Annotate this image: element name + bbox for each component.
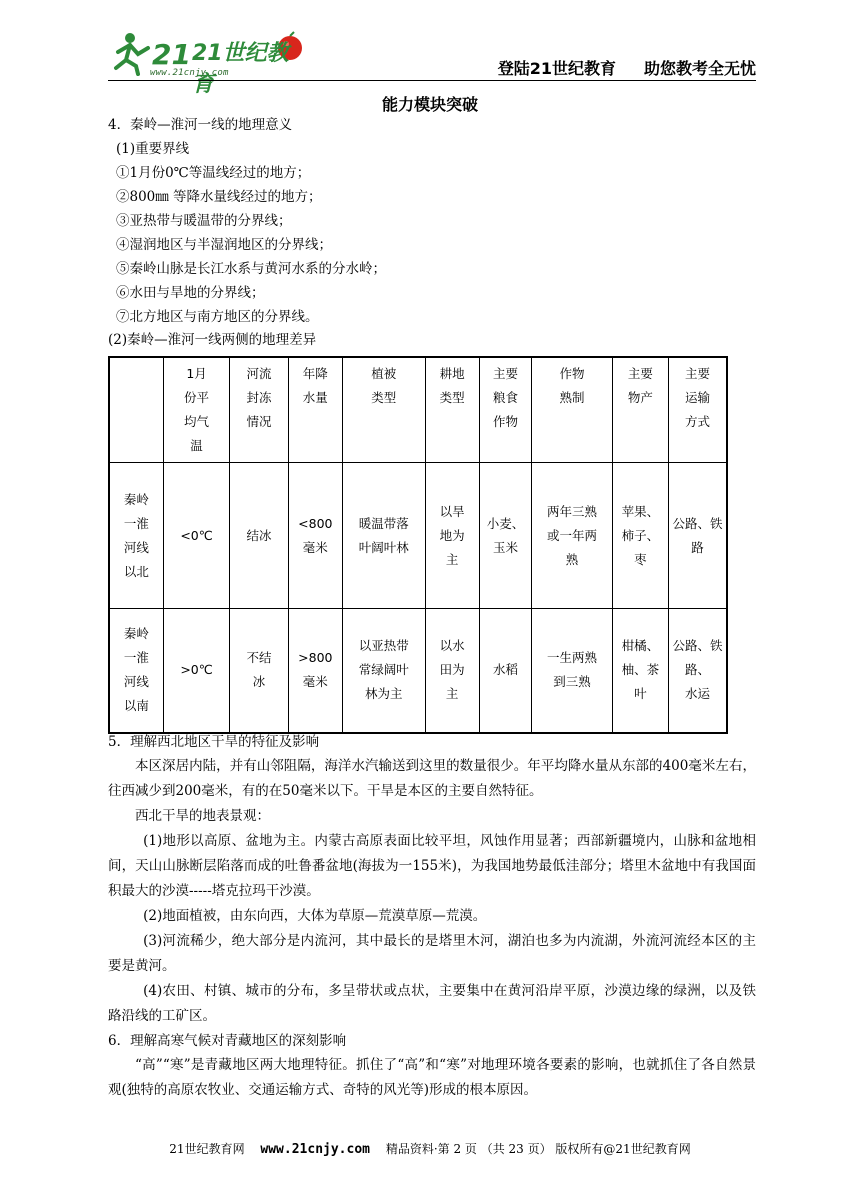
table-cell [532, 609, 613, 733]
table-cell [612, 357, 668, 463]
subheading: (1)重要界线 [116, 141, 190, 157]
table-cell [612, 463, 668, 609]
cell-line: 公路、铁 [672, 515, 723, 531]
table-cell [669, 463, 727, 609]
slogan-left: 登陆21世纪教育 [497, 59, 616, 78]
comparison-table [108, 356, 728, 734]
cell-line: 主 [445, 686, 459, 702]
table-cell [163, 609, 229, 733]
cell-line: 一淮 [123, 515, 149, 531]
cell-line: 叶阔叶林 [358, 539, 409, 555]
table-header-row [109, 357, 727, 463]
page-footer [0, 1140, 860, 1157]
footer-url[interactable]: www.21cnjy.com [260, 1142, 370, 1157]
list-item: ④湿润地区与半湿润地区的分界线； [116, 237, 332, 253]
cell-line: 份平 [184, 390, 210, 405]
cell-line: 路 [691, 539, 704, 555]
cell-line: >0℃ [180, 662, 213, 678]
cell-line: 物产 [627, 390, 653, 405]
cell-line: 毫米 [302, 674, 328, 690]
table-cell [288, 463, 342, 609]
cell-line: 封冻 [246, 390, 272, 405]
cell-line: 地为 [439, 527, 465, 543]
table-cell [288, 357, 342, 463]
cell-line: 一淮 [123, 650, 149, 666]
cell-line: 暖温带落 [358, 515, 409, 531]
cell-line: 水量 [302, 390, 328, 405]
table-cell [230, 463, 288, 609]
cell-line: 叶 [634, 686, 647, 702]
cell-line: 路、 [685, 662, 711, 678]
cell-line: 常绿阔叶 [358, 662, 409, 678]
paragraph: (1)地形以高原、盆地为主。内蒙古高原表面比较平坦，风蚀作用显著；西部新疆境内，山脉和盆地相间，天山山脉断层陷落而成的吐鲁番盆地(海拔为一155米)，为我国地势最低洼部分；塔里木盆地中有我国面积最大的沙漠-----塔克拉玛干沙漠。 [108, 833, 756, 899]
cell-line: 林为主 [364, 686, 403, 702]
cell-line: 以南 [123, 698, 149, 714]
cell-line: 公路、铁 [672, 638, 723, 654]
svg-text:21: 21 [152, 38, 191, 71]
cell-line: 一生两熟 [546, 650, 597, 666]
cell-line: 毫米 [302, 539, 328, 555]
paragraph: (4)农田、村镇、城市的分布，多呈带状或点状，主要集中在黄河沿岸平原，沙漠边缘的绿洲，以及铁路沿线的工矿区。 [108, 983, 756, 1024]
cell-line: 耕地 [439, 366, 465, 381]
footer-site: 21世纪教育网 [169, 1142, 245, 1156]
cell-line: 运输 [685, 390, 711, 405]
section-heading: 5．理解西北地区干旱的特征及影响 [108, 734, 320, 750]
cell-line: 水运 [685, 686, 711, 702]
cell-line: 情况 [246, 414, 272, 429]
slogan-right: 助您教考全无忧 [643, 59, 756, 78]
table-cell [230, 357, 288, 463]
table-cell [425, 463, 479, 609]
list-item: ②800㎜ 等降水量线经过的地方； [116, 189, 322, 205]
cell-line: 以亚热带 [358, 638, 409, 654]
table-cell [163, 357, 229, 463]
table-cell [163, 463, 229, 609]
list-item: ⑥水田与旱地的分界线； [116, 285, 265, 301]
cell-line: 作物 [493, 414, 519, 429]
table-cell [109, 357, 163, 463]
cell-line: 温 [190, 438, 203, 453]
table-cell [669, 357, 727, 463]
cell-line: 小麦、 [486, 515, 525, 531]
footer-copyright: 精品资料·第 2 页 （共 23 页） 版权所有@21世纪教育网 [385, 1142, 691, 1156]
cell-line: 熟制 [559, 390, 585, 405]
cell-line: 玉米 [493, 539, 519, 555]
paragraph: 西北干旱的地表景观： [135, 808, 270, 824]
paragraph: (3)河流稀少，绝大部分是内流河，其中最长的是塔里木河，湖泊也多为内流湖，外流河流经本区的主要是黄河。 [108, 933, 756, 974]
cell-line: 均气 [184, 414, 210, 429]
table-cell [669, 609, 727, 733]
cell-line: 以旱 [439, 503, 465, 519]
table-cell [288, 609, 342, 733]
table-cell [532, 357, 613, 463]
cell-line: 以水 [439, 638, 465, 654]
page-header [108, 28, 756, 97]
header-divider [108, 80, 756, 81]
cell-line: 河线 [123, 674, 149, 690]
table-row [109, 609, 727, 733]
table-row [109, 463, 727, 609]
list-item: ③亚热带与暖温带的分界线； [116, 213, 292, 229]
cell-line: 以北 [123, 563, 149, 579]
cell-line: 类型 [371, 390, 397, 405]
section-heading: 6．理解高寒气候对青藏地区的深刻影响 [108, 1033, 347, 1049]
cell-line: 田为 [439, 662, 465, 678]
cell-line: 水稻 [493, 662, 519, 678]
cell-line: 河流 [246, 366, 272, 381]
cell-line: 结冰 [246, 527, 272, 543]
cell-line: 植被 [371, 366, 397, 381]
cell-line: 两年三熟 [546, 503, 597, 519]
cell-line: 类型 [439, 390, 465, 405]
table-cell [109, 463, 163, 609]
section-5 [108, 730, 756, 1103]
paragraph: (2)地面植被，由东向西，大体为草原—荒漠草原—荒漠。 [143, 908, 487, 924]
logo-wordmark: 21世纪教育 [192, 41, 289, 97]
table-cell [425, 609, 479, 733]
subheading: (2)秦岭—淮河一线两侧的地理差异 [108, 332, 317, 348]
cell-line: <0℃ [180, 527, 213, 543]
table-cell [479, 463, 531, 609]
site-logo[interactable] [108, 30, 308, 97]
cell-line: 枣 [634, 551, 647, 567]
cell-line: 主要 [627, 366, 653, 381]
list-item: ⑤秦岭山脉是长江水系与黄河水系的分水岭； [116, 261, 386, 277]
cell-line: 柑橘、 [621, 638, 660, 654]
cell-line: 秦岭 [123, 626, 149, 642]
table-cell [342, 463, 425, 609]
cell-line: 1月 [186, 366, 207, 381]
cell-line: 熟 [565, 551, 579, 567]
list-item: ①1月份0℃等温线经过的地方； [116, 165, 311, 181]
cell-line: 柚、茶 [621, 662, 660, 678]
table-cell [479, 357, 531, 463]
cell-line: 主 [445, 551, 459, 567]
cell-line: 粮食 [493, 390, 519, 405]
cell-line: 柿子、 [621, 527, 660, 543]
cell-line: <800 [298, 515, 333, 531]
cell-line: 主要 [685, 366, 711, 381]
list-item: ⑦北方地区与南方地区的分界线。 [116, 309, 319, 325]
cell-line: 主要 [493, 366, 519, 381]
table-cell [342, 609, 425, 733]
cell-line: 作物 [559, 366, 585, 381]
cell-line: 河线 [123, 539, 149, 555]
paragraph: “高”“寒”是青藏地区两大地理特征。抓住了“高”和“寒”对地理环境各要素的影响，也就抓住了各自然景观(独特的高原农牧业、交通运输方式、奇特的风光等)形成的根本原因。 [108, 1057, 756, 1098]
section-4 [108, 113, 756, 349]
cell-line: 年降 [302, 366, 328, 381]
table-cell [109, 609, 163, 733]
table-cell [230, 609, 288, 733]
table-cell [612, 609, 668, 733]
cell-line: 不结 [246, 650, 272, 666]
table-cell [479, 609, 531, 733]
cell-line: 到三熟 [553, 674, 591, 690]
logo-url[interactable]: www.21cnjy.com [150, 68, 229, 78]
header-slogan [470, 56, 756, 79]
cell-line: 冰 [252, 674, 266, 690]
table-cell [532, 463, 613, 609]
table-cell [425, 357, 479, 463]
section-heading: 4．秦岭—淮河一线的地理意义 [108, 117, 293, 133]
cell-line: 苹果、 [621, 503, 660, 519]
page-title: 能力模块突破 [381, 95, 478, 114]
cell-line: 或一年两 [546, 527, 597, 543]
cell-line: 秦岭 [123, 491, 149, 507]
cell-line: >800 [298, 650, 333, 666]
table-cell [342, 357, 425, 463]
cell-line: 方式 [685, 414, 711, 429]
paragraph: 本区深居内陆，并有山邻阻隔，海洋水汽输送到这里的数量很少。年平均降水量从东部的400毫米左右，往西减少到200毫米，有的在50毫米以下。干旱是本区的主要自然特征。 [108, 758, 756, 799]
